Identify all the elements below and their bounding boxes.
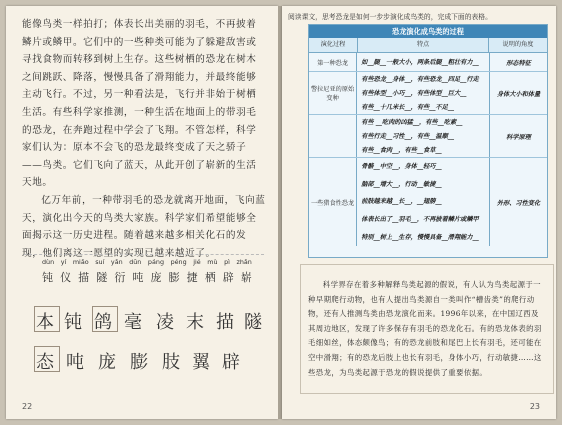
stage-cell	[309, 115, 357, 157]
features-cell	[357, 115, 490, 157]
page-number: 23	[529, 402, 540, 411]
stage-cell: 警拉尼亚的原始变种	[309, 72, 357, 114]
practice-char: 庞	[98, 352, 116, 373]
practice-char: 毫	[124, 312, 142, 333]
feature-line: 有些恐龙__身体__，有些恐龙__四足__行走	[361, 75, 479, 83]
vocab-char: 庞	[150, 271, 162, 284]
note-paragraph: 科学界存在着多种解释鸟类起源的假说，有人认为鸟类起源于一种早期爬行动物，也有人提出鸟类源自一类叫作“槽齿类”的爬行动物，还有人推测鸟类由恐龙演化而来。1996年以来，在中国辽西及其周边地区，发现了许多保存有羽毛的恐龙化石。有的恐龙体表的羽毛细如丝，体态颇像鸟；有的恐龙前肢和尾巴上长有羽毛，还可能在空中滑翔；有的恐龙后肢上也长有羽毛，身体小巧，行动敏捷……这些恐龙，为鸟类起源于恐龙的假说提供了重要依据。	[308, 280, 542, 377]
vocab-char: 捷	[186, 271, 198, 284]
practice-char: 描	[216, 312, 234, 333]
header-angle: 说明的角度	[502, 41, 534, 48]
pinyin: yí	[60, 258, 67, 266]
practice-char: 凌	[156, 312, 174, 333]
feature-line: 骨骼__中空__，身体__轻巧__	[361, 163, 442, 171]
pinyin: jié	[193, 258, 201, 266]
header-stage: 演化过程	[309, 38, 358, 52]
features-cell	[357, 158, 490, 246]
practice-char: 吨	[66, 352, 84, 373]
feature-line: 有些体型__小巧__，有些体型__巨大__	[361, 89, 467, 97]
pinyin: suí	[95, 258, 105, 266]
pinyin: miǎo	[72, 258, 89, 266]
feature-line: 如__腿__一般大小，两条后腿__粗壮有力__	[361, 58, 479, 66]
table-row	[309, 72, 547, 115]
pinyin: mù	[207, 258, 218, 266]
pinyin: zhǎn	[236, 258, 252, 266]
practice-char: 辟	[222, 352, 240, 373]
practice-char: 态	[36, 352, 54, 373]
pinyin: dùn	[42, 258, 55, 266]
feature-line: 脑部__增大__，行动__敏捷__	[361, 180, 442, 188]
pinyin-row	[42, 258, 252, 266]
pinyin: páng	[147, 258, 165, 266]
paragraph: 亿万年前，一种带羽毛的恐龙就离开地面，飞向蓝天，演化出今天的鸟类大家族。科学家们希望能够全面揭示这一历史进程。随着越来越多相关化石的发现，他们离这一愿望的实现已越来越近了。	[22, 194, 266, 259]
vocab-char: 仪	[60, 271, 72, 284]
vocab-char: 辟	[222, 271, 234, 284]
table-row	[309, 115, 547, 158]
angle-cell: 身体大小和体量	[496, 90, 541, 98]
header-features: 特点	[358, 38, 489, 52]
exercise-instruction: 阅读课文，思考恐龙是如何一步步演化成鸟类的，完成下面的表格。	[288, 13, 492, 21]
practice-char: 膨	[130, 352, 148, 373]
practice-char: 末	[186, 312, 204, 333]
feature-line: 有些 __吃肉的凶猛__，有些__吃素__	[361, 118, 463, 126]
left-page	[6, 6, 278, 419]
vocab-char: 吨	[132, 271, 144, 284]
angle-cell: 外形、习性变化	[496, 199, 541, 207]
practice-char: 肢	[162, 352, 180, 373]
angle-cell: 形态特征	[506, 59, 531, 67]
pinyin: yǎn	[110, 258, 123, 266]
page-number: 22	[22, 402, 33, 411]
paragraph: 能像鸟类一样拍打；体表长出美丽的羽毛，不再披着鳞片或鳞甲。它们中的一些种类可能为了躲避敌害或寻找食物而转移到树上生存。这些树栖的恐龙在树木之间跳跃、降落，慢慢具备了滑翔能力，并最终能够主动飞行。不过，另一种看法是，飞行并非始于树栖生活。有些科学家推测，一种生活在地面上的带羽毛的恐龙，在奔跑过程中学会了飞翔。不管怎样，科学家们认为：原本不会飞的恐龙最终变成了天之骄子——鸟类。它们飞向了蓝天，从此开创了崭新的生活天地。	[22, 19, 257, 189]
handwriting-practice	[20, 300, 260, 382]
practice-char: 本	[36, 312, 54, 333]
vocab-char: 衍	[114, 271, 126, 284]
vocab-row	[42, 269, 252, 285]
vocab-char: 崭	[240, 271, 252, 284]
vocab-char: 隧	[96, 271, 108, 284]
supplementary-note	[308, 278, 546, 380]
pinyin: péng	[170, 258, 187, 266]
pinyin: dūn	[129, 258, 142, 266]
feature-line: 有些__十几米长__，有些__不足__	[361, 103, 454, 111]
angle-cell: 科学原理	[506, 133, 531, 141]
feature-line: 前肢越来越__长__，__翅膀__	[361, 198, 442, 206]
practice-char: 钝	[64, 312, 82, 333]
feature-line: 体表长出了__羽毛__，不再披着鳞片或鳞甲	[361, 216, 479, 224]
practice-char: 翼	[192, 352, 210, 373]
table-row	[309, 53, 547, 72]
vocab-char: 膨	[168, 271, 180, 284]
table-header	[309, 38, 547, 53]
vocab-char: 描	[78, 271, 90, 284]
feature-line: 特别__树上__生存，慢慢具备__滑翔能力__	[361, 233, 479, 241]
evolution-table	[308, 24, 548, 258]
stage-cell: 一些猎食性恐龙	[309, 158, 357, 246]
right-page	[282, 6, 556, 419]
features-cell	[357, 53, 490, 71]
stage-cell: 第一种恐龙	[309, 53, 357, 71]
vocab-char: 栖	[204, 271, 216, 284]
feature-line: 有些行走__习性__，有些__温顺__	[361, 132, 454, 140]
practice-char: 鸽	[94, 312, 112, 333]
practice-char: 隧	[244, 312, 262, 333]
features-cell	[357, 72, 490, 114]
table-title: 恐龙演化成鸟类的过程	[309, 25, 547, 38]
pinyin: pì	[224, 258, 230, 266]
main-text	[22, 16, 266, 262]
divider	[24, 254, 264, 255]
vocab-char: 钝	[42, 271, 53, 284]
feature-line: 有些__食肉__，有些__食草__	[361, 146, 442, 154]
table-row	[309, 158, 547, 246]
